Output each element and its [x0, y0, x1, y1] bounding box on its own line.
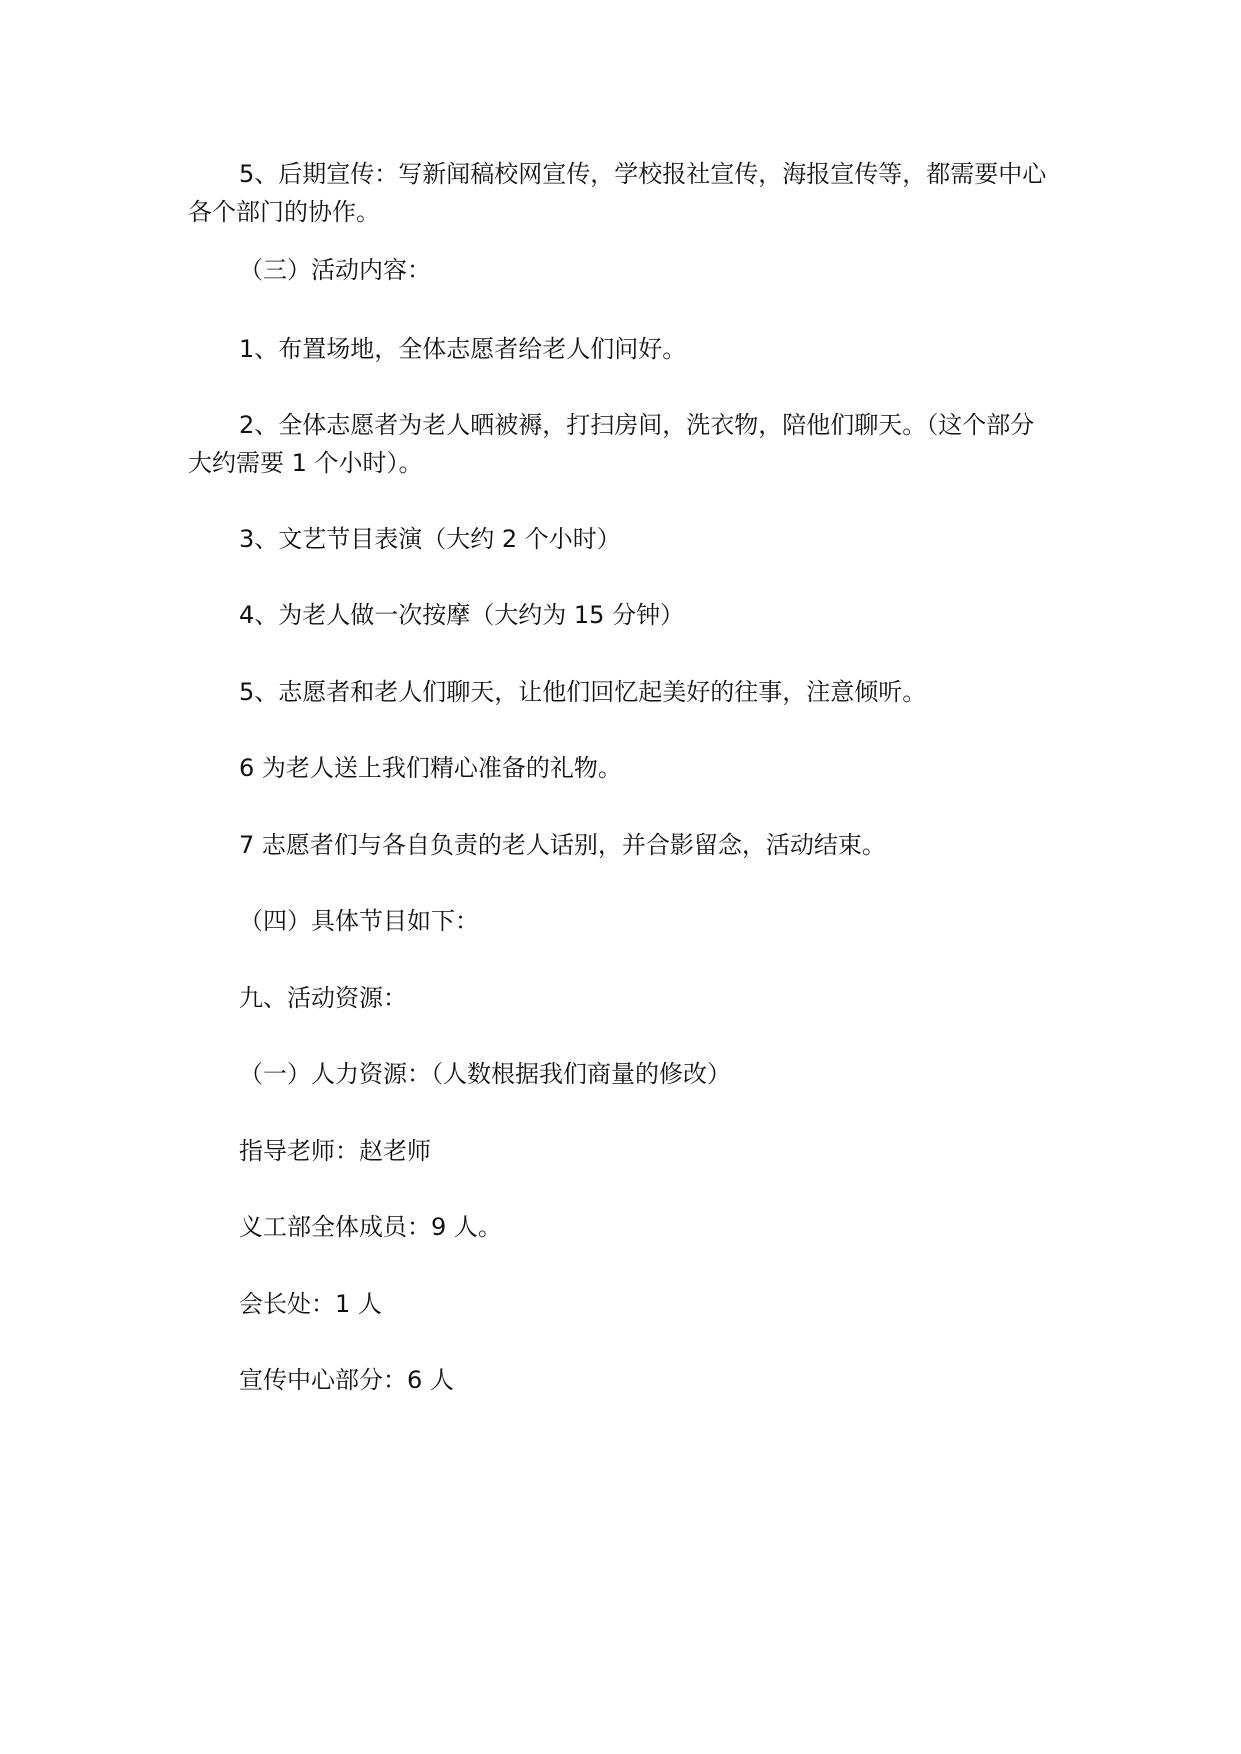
list-item-7: 7 志愿者们与各自负责的老人话别，并合影留念，活动结束。: [239, 831, 886, 859]
list-item-3: 3、文艺节目表演（大约 2 个小时）: [239, 525, 621, 553]
section-heading-resources: 九、活动资源：: [239, 984, 407, 1012]
list-item-6: 6 为老人送上我们精心准备的礼物。: [239, 754, 622, 782]
resource-line-advisor: 指导老师：赵老师: [239, 1137, 431, 1165]
paragraph-publicity: 5、后期宣传：写新闻稿校网宣传，学校报社宣传，海报宣传等，都需要中心各个部门的协作。: [188, 160, 1047, 226]
resource-line-publicity-center: 宣传中心部分：6 人: [239, 1366, 454, 1394]
list-item-1: 1、布置场地，全体志愿者给老人们问好。: [239, 335, 687, 363]
section-heading-activity-content: （三）活动内容：: [239, 256, 431, 284]
list-item-4: 4、为老人做一次按摩（大约为 15 分钟）: [239, 601, 685, 629]
subsection-heading-human-resources: （一）人力资源：（人数根据我们商量的修改）: [239, 1060, 731, 1088]
list-item-5: 5、志愿者和老人们聊天，让他们回忆起美好的往事，注意倾听。: [239, 678, 927, 706]
resource-line-volunteer-dept: 义工部全体成员：9 人。: [239, 1213, 502, 1241]
resource-line-president-office: 会长处：1 人: [239, 1290, 382, 1318]
section-heading-program: （四）具体节目如下：: [239, 907, 479, 935]
list-item-2: 2、全体志愿者为老人晒被褥，打扫房间，洗衣物，陪他们聊天。（这个部分大约需要 1 个小时）。: [188, 411, 1035, 477]
